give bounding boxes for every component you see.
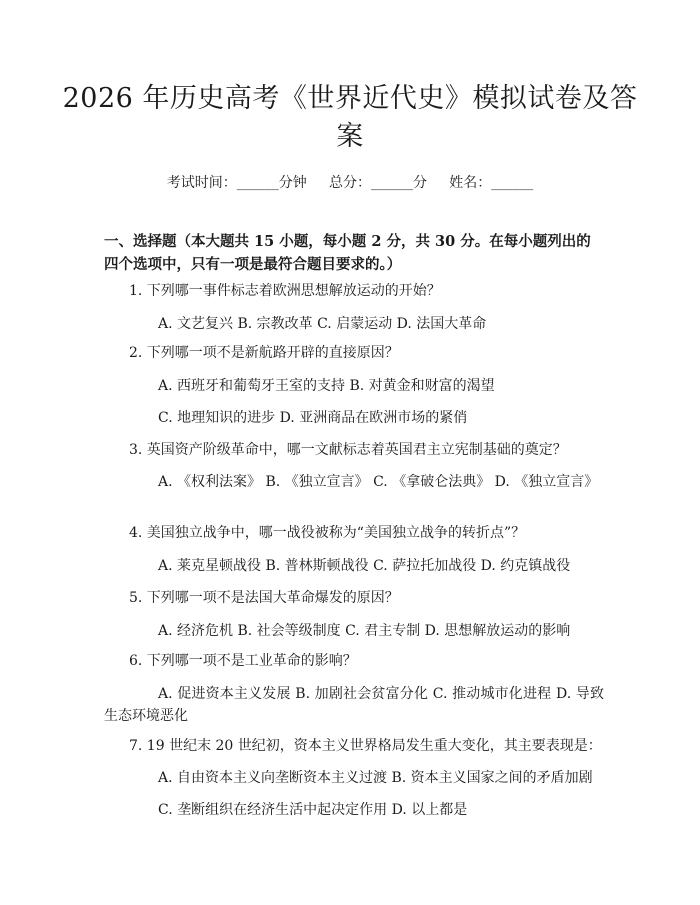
exam-info-line: 考试时间：______分钟 总分：______分 姓名：______ [166,175,534,191]
question-2-options-line-2: C. 地理知识的进步 D. 亚洲商品在欧洲市场的紧俏 [158,410,468,426]
question-6-options: A. 促进资本主义发展 B. 加剧社会贫富分化 C. 推动城市化进程 D. 导致生态环境恶化 [104,686,604,724]
question-7-options-line-2: C. 垄断组织在经济生活中起决定作用 D. 以上都是 [158,802,468,818]
question-1-stem: 1. 下列哪一事件标志着欧洲思想解放运动的开始？ [129,283,441,299]
question-2-stem: 2. 下列哪一项不是新航路开辟的直接原因？ [129,345,399,361]
question-4-stem: 4. 美国独立战争中，哪一战役被称为“美国独立战争的转折点”？ [129,525,526,541]
question-5-options: A. 经济危机 B. 社会等级制度 C. 君主专制 D. 思想解放运动的影响 [158,623,571,639]
question-7-stem: 7. 19 世纪末 20 世纪初，资本主义世界格局发生重大变化，其主要表现是： [129,738,602,754]
question-6-stem: 6. 下列哪一项不是工业革命的影响？ [129,653,357,669]
section-heading-choice: 一、选择题（本大题共 15 小题，每小题 2 分，共 30 分。在每小题列出的四个选项中，只有一项是最符合题目要求的。） [104,233,591,273]
question-2-options-line-1: A. 西班牙和葡萄牙王室的支持 B. 对黄金和财富的渴望 [158,378,495,394]
question-3-options: A. 《权利法案》 B. 《独立宣言》 C. 《拿破仑法典》 D. 《独立宣言》 [158,474,599,490]
question-7-options-line-1: A. 自由资本主义向垄断资本主义过渡 B. 资本主义国家之间的矛盾加剧 [158,770,593,786]
question-4-options: A. 莱克星顿战役 B. 普林斯顿战役 C. 萨拉托加战役 D. 约克镇战役 [158,558,571,574]
question-3-stem: 3. 英国资产阶级革命中，哪一文献标志着英国君主立宪制基础的奠定？ [129,442,567,458]
page-title: 2026 年历史高考《世界近代史》模拟试卷及答案 [62,83,638,152]
question-1-options: A. 文艺复兴 B. 宗教改革 C. 启蒙运动 D. 法国大革命 [158,316,487,332]
question-5-stem: 5. 下列哪一项不是法国大革命爆发的原因？ [129,590,399,606]
